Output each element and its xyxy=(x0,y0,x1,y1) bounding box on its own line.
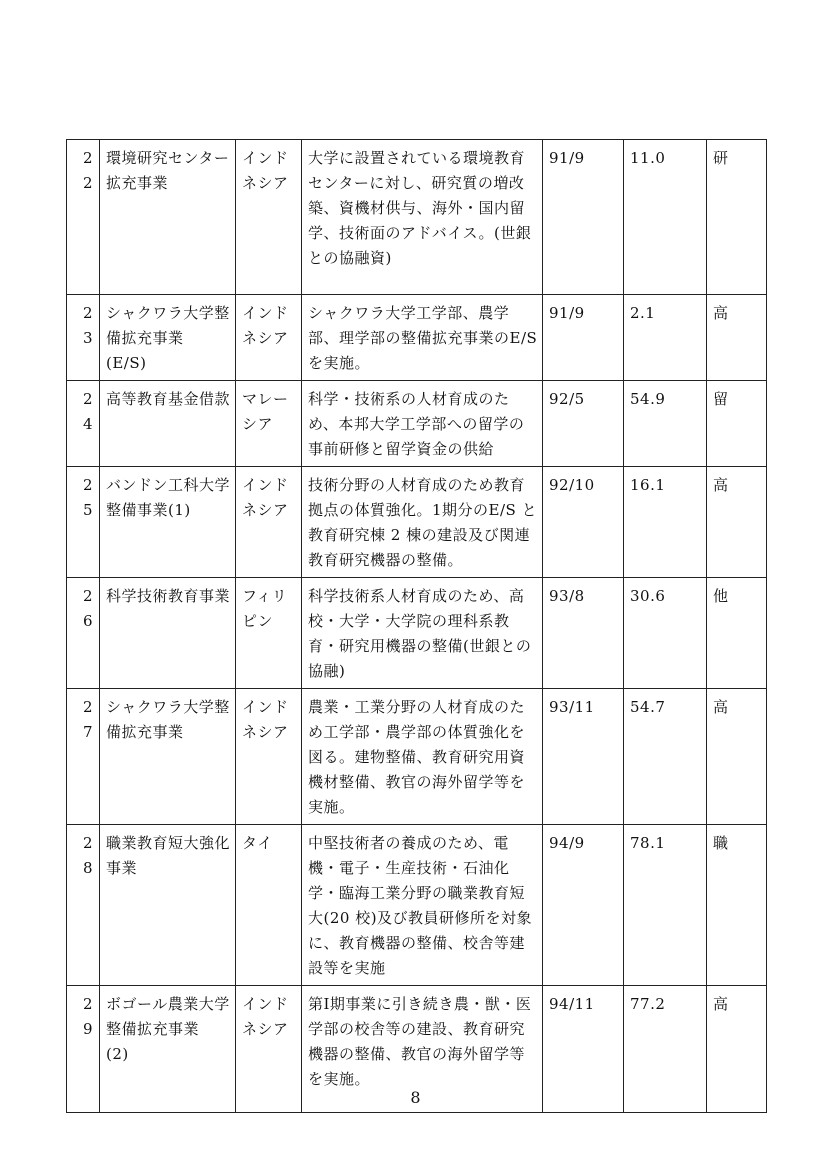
project-date: 92/10 xyxy=(543,467,624,578)
row-number: 25 xyxy=(67,467,100,578)
project-country: タイ xyxy=(236,825,302,986)
project-table xyxy=(66,139,767,1113)
project-country: フィリピン xyxy=(236,578,302,689)
project-country: インドネシア xyxy=(236,467,302,578)
table-row xyxy=(67,381,767,467)
project-country: インドネシア xyxy=(236,986,302,1113)
project-date: 91/9 xyxy=(543,140,624,295)
project-date: 92/5 xyxy=(543,381,624,467)
project-type: 研 xyxy=(707,140,767,295)
project-content: 技術分野の人材育成のため教育拠点の体質強化。1期分のE/S と教育研究棟 2 棟の建設及び関連教育研究機器の整備。 xyxy=(302,467,543,578)
project-type: 高 xyxy=(707,689,767,825)
project-date: 94/9 xyxy=(543,825,624,986)
project-content: 中堅技術者の養成のため、電機・電子・生産技術・石油化学・臨海工業分野の職業教育短大(20 校)及び教員研修所を対象に、教育機器の整備、校舎等建設等を実施 xyxy=(302,825,543,986)
project-type: 他 xyxy=(707,578,767,689)
row-number: 27 xyxy=(67,689,100,825)
project-content: 第Ⅰ期事業に引き続き農・獣・医学部の校舎等の建設、教育研究機器の整備、教官の海外留学等を実施。 xyxy=(302,986,543,1113)
row-number: 26 xyxy=(67,578,100,689)
row-number: 28 xyxy=(67,825,100,986)
project-name: 職業教育短大強化事業 xyxy=(100,825,236,986)
project-date: 93/11 xyxy=(543,689,624,825)
project-amount: 11.0 xyxy=(624,140,707,295)
row-number: 23 xyxy=(67,295,100,381)
project-type: 高 xyxy=(707,467,767,578)
table-row xyxy=(67,295,767,381)
project-name: 環境研究センター拡充事業 xyxy=(100,140,236,295)
project-amount: 16.1 xyxy=(624,467,707,578)
table-row xyxy=(67,578,767,689)
project-content: 科学技術系人材育成のため、高校・大学・大学院の理科系教育・研究用機器の整備(世銀との協融) xyxy=(302,578,543,689)
project-name: ボゴール農業大学整備拡充事業 (2) xyxy=(100,986,236,1113)
project-content: 農業・工業分野の人材育成のため工学部・農学部の体質強化を図る。建物整備、教育研究用資機材整備、教官の海外留学等を実施。 xyxy=(302,689,543,825)
row-number: 22 xyxy=(67,140,100,295)
project-country: マレーシア xyxy=(236,381,302,467)
project-type: 留 xyxy=(707,381,767,467)
table-row xyxy=(67,467,767,578)
project-country: インドネシア xyxy=(236,140,302,295)
row-number: 29 xyxy=(67,986,100,1113)
project-country: インドネシア xyxy=(236,295,302,381)
project-content: 科学・技術系の人材育成のため、本邦大学工学部への留学の事前研修と留学資金の供給 xyxy=(302,381,543,467)
project-amount: 54.7 xyxy=(624,689,707,825)
project-content: 大学に設置されている環境教育センターに対し、研究質の増改築、資機材供与、海外・国内留学、技術面のアドバイス。(世銀との協融資) xyxy=(302,140,543,295)
project-name: バンドン工科大学整備事業(1) xyxy=(100,467,236,578)
project-type: 職 xyxy=(707,825,767,986)
project-date: 93/8 xyxy=(543,578,624,689)
project-name: シャクワラ大学整備拡充事業 (E/S) xyxy=(100,295,236,381)
project-amount: 54.9 xyxy=(624,381,707,467)
row-number: 24 xyxy=(67,381,100,467)
project-amount: 77.2 xyxy=(624,986,707,1113)
table-row xyxy=(67,689,767,825)
table-row xyxy=(67,825,767,986)
project-name: 高等教育基金借款 xyxy=(100,381,236,467)
table-row xyxy=(67,140,767,295)
project-amount: 30.6 xyxy=(624,578,707,689)
page-number: 8 xyxy=(410,1088,421,1107)
project-name: シャクワラ大学整備拡充事業 xyxy=(100,689,236,825)
project-date: 91/9 xyxy=(543,295,624,381)
project-country: インドネシア xyxy=(236,689,302,825)
project-type: 高 xyxy=(707,295,767,381)
project-amount: 2.1 xyxy=(624,295,707,381)
project-content: シャクワラ大学工学部、農学部、理学部の整備拡充事業のE/Sを実施。 xyxy=(302,295,543,381)
project-date: 94/11 xyxy=(543,986,624,1113)
project-amount: 78.1 xyxy=(624,825,707,986)
project-type: 高 xyxy=(707,986,767,1113)
project-name: 科学技術教育事業 xyxy=(100,578,236,689)
